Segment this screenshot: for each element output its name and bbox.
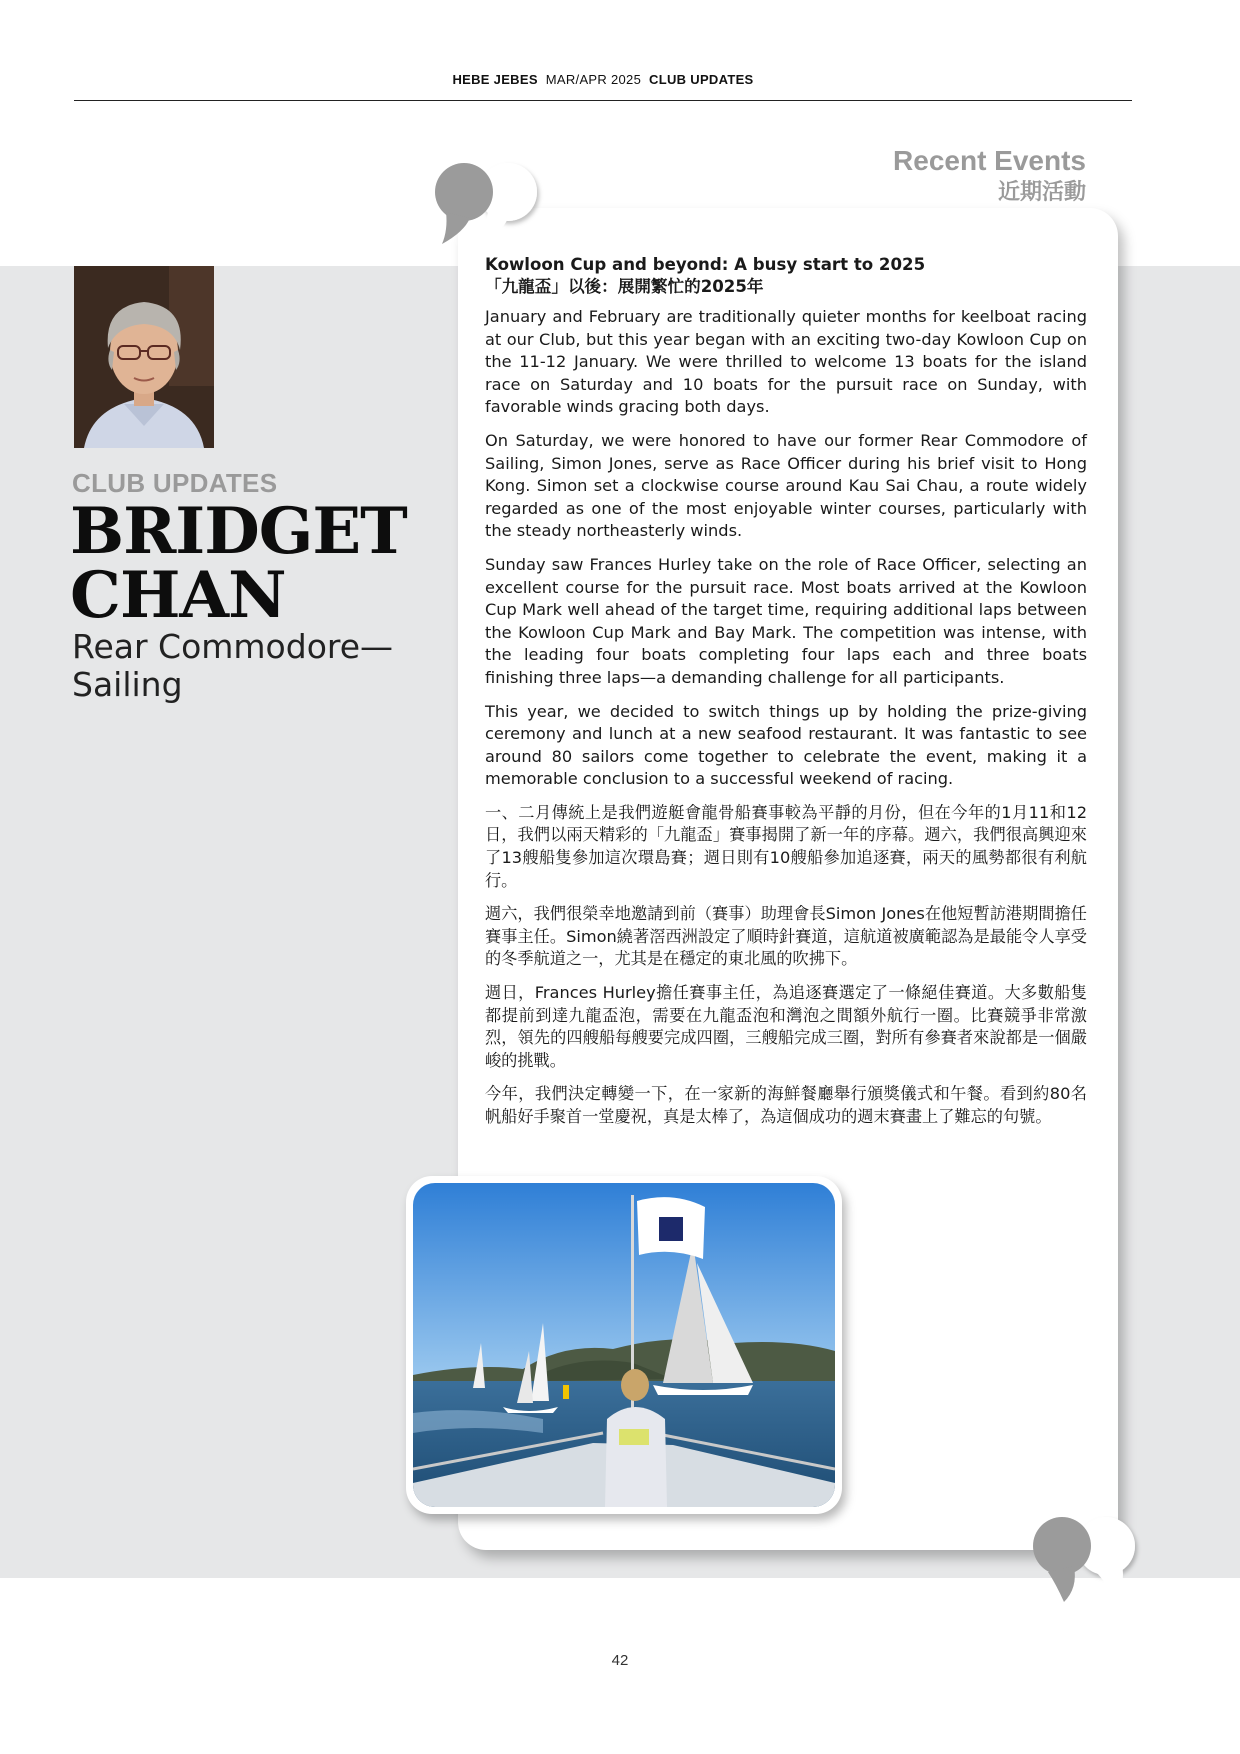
- portrait-photo: [74, 266, 214, 448]
- paragraph-en-3: Sunday saw Frances Hurley take on the role of Race Officer, selecting an excellent course for the pursuit race. Most boats arrived at the Kowloon Cup Mark well ahead of the target time, requiring additional laps between the Kowloon Cup Mark and Bay Mark. The competition was intense, with the leading four boats completing four laps each and three boats finishing three laps—a demanding challenge for all participants.: [485, 554, 1087, 687]
- sidebar-section-label: CLUB UPDATES: [72, 468, 278, 498]
- headline-en: Kowloon Cup and beyond: A busy start to 2025: [485, 255, 926, 274]
- publication-name: HEBE JEBES: [452, 72, 538, 87]
- person-name-line1: BRIDGET: [70, 494, 407, 569]
- person-name: [70, 494, 407, 633]
- section-title-zh: 近期活動: [997, 179, 1086, 204]
- person-role-line1: Rear Commodore—: [72, 627, 394, 666]
- header-divider: [74, 100, 1132, 101]
- person-role-line2: Sailing: [72, 665, 183, 704]
- page-number: 42: [611, 1652, 629, 1669]
- paragraph-en-2: On Saturday, we were honored to have our former Rear Commodore of Sailing, Simon Jones, serve as Race Officer during his brief visit to Hong Kong. Simon set a clockwise course around Kau Sai Chau, a route widely regarded as one of the most enjoyable winter courses, particularly with the steady northeasterly winds.: [485, 430, 1087, 541]
- running-header: [74, 72, 1132, 87]
- paragraph-zh-1: 一、二月傳統上是我們遊艇會龍骨船賽事較為平靜的月份，但在今年的1月11和12日，我們以兩天精彩的「九龍盃」賽事揭開了新一年的序幕。週六，我們很高興迎來了13艘船隻參加這次環島賽；週日則有10艘船參加追逐賽，兩天的風勢都很有利航行。: [485, 802, 1087, 890]
- header-section: CLUB UPDATES: [649, 72, 754, 87]
- section-title-en: Recent Events: [893, 145, 1086, 176]
- person-name-line2: CHAN: [70, 558, 286, 633]
- person-role: [72, 628, 402, 704]
- paragraph-zh-3: 週日，Frances Hurley擔任賽事主任，為追逐賽選定了一條絕佳賽道。大多數船隻都提前到達九龍盃泡，需要在九龍盃泡和灣泡之間額外航行一圈。比賽競爭非常激烈，領先的四艘船每艘要完成四圈，三艘船完成三圈，對所有參賽者來說都是一個嚴峻的挑戰。: [485, 983, 1087, 1070]
- headline-zh: 「九龍盃」以後：展開繁忙的2025年: [485, 277, 764, 296]
- section-title: [893, 144, 1086, 206]
- article-body: [485, 254, 1087, 1140]
- paragraph-zh-4: 今年，我們決定轉變一下，在一家新的海鮮餐廳舉行頒獎儀式和午餐。看到約80名帆船好手聚首一堂慶祝，真是太棒了，為這個成功的週末賽畫上了難忘的句號。: [485, 1084, 1087, 1126]
- quote-close-icon: [1030, 1516, 1142, 1602]
- paragraph-zh-2: 週六，我們很榮幸地邀請到前（賽事）助理會長Simon Jones在他短暫訪港期間擔任賽事主任。Simon繞著滘西洲設定了順時針賽道，這航道被廣範認為是最能令人享受的冬季航道之一，尤其是在穩定的東北風的吹拂下。: [485, 904, 1087, 969]
- paragraph-en-4: This year, we decided to switch things up by holding the prize-giving ceremony and lunch at a new seafood restaurant. It was fantastic to see around 80 sailors come together to celebrate the event, making it a memorable conclusion to a successful weekend of racing.: [485, 701, 1087, 789]
- article-headline: [485, 254, 1087, 298]
- quote-open-icon: [434, 160, 544, 246]
- paragraph-en-1: January and February are traditionally quieter months for keelboat racing at our Club, but this year began with an exciting two-day Kowloon Cup on the 11-12 January. We were thrilled to welcome 13 boats for the island race on Saturday and 10 boats for the pursuit race on Sunday, with favorable winds gracing both days.: [485, 307, 1087, 417]
- issue-date: MAR/APR 2025: [545, 72, 642, 87]
- sailing-photo: [413, 1183, 835, 1507]
